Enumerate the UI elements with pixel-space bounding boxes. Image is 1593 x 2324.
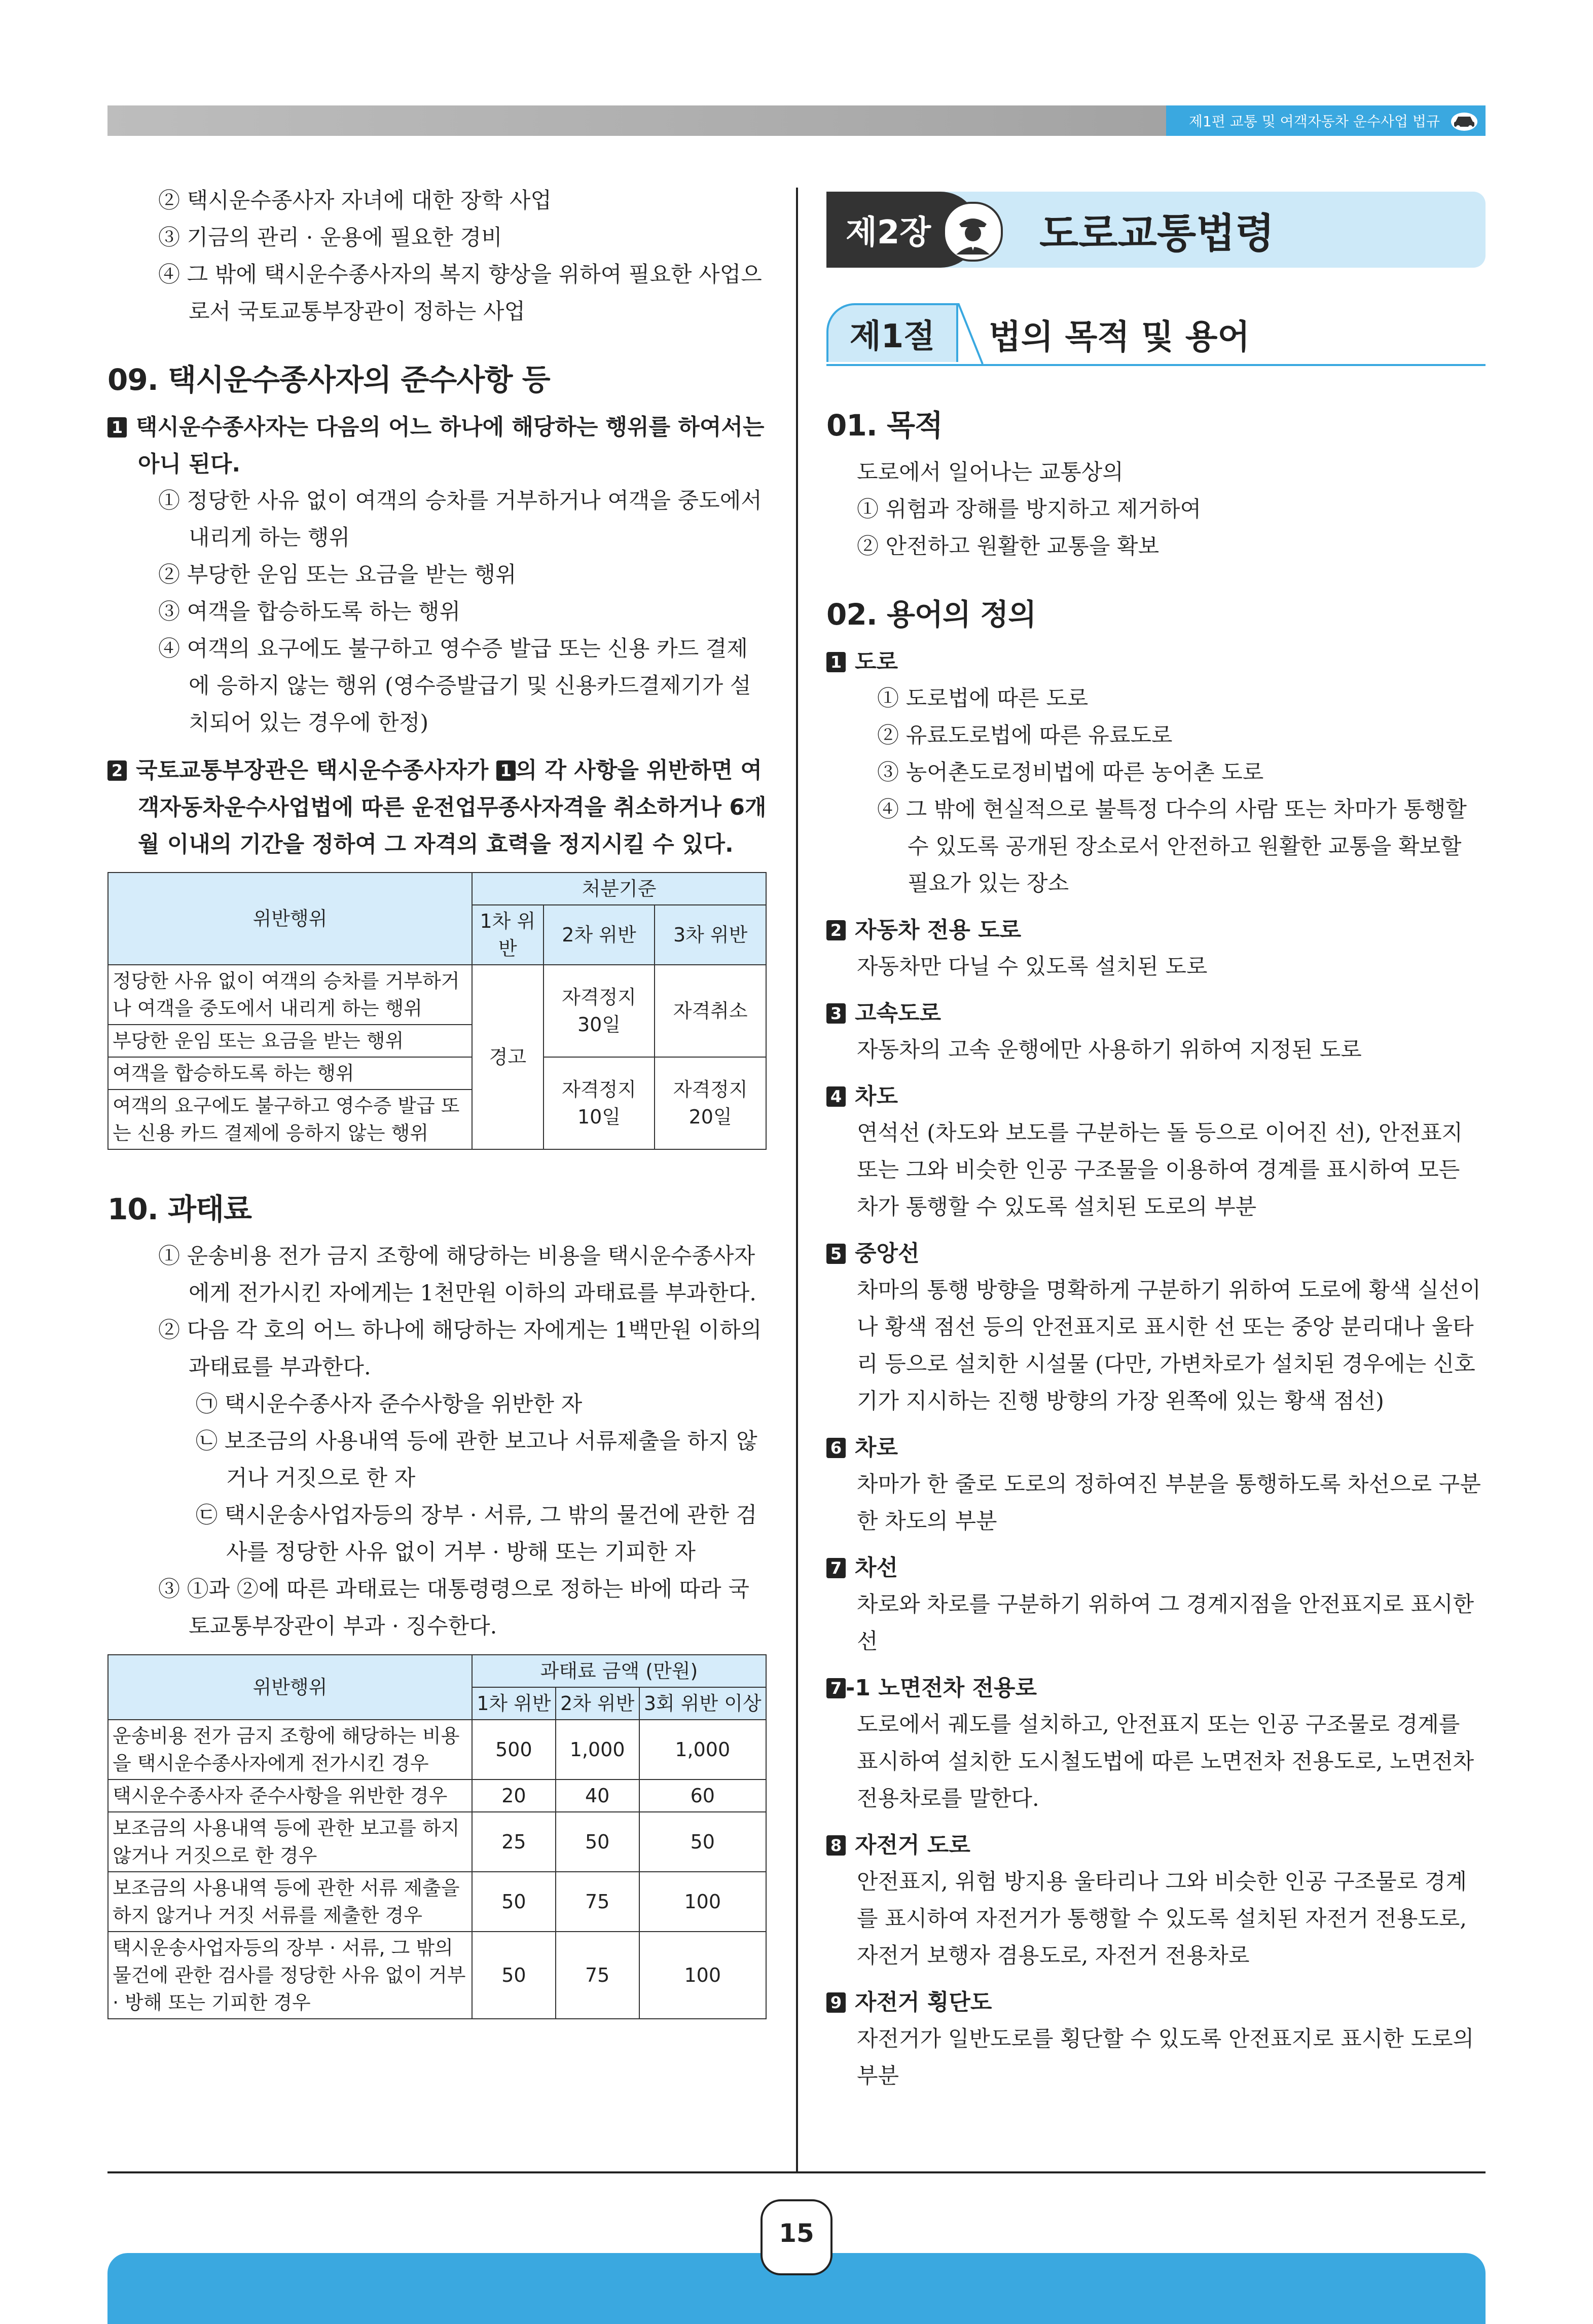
table-cell: 자격정지 10일	[544, 1057, 655, 1149]
table-header: 처분기준	[472, 873, 766, 905]
number-badge: 1	[107, 417, 127, 438]
term-heading	[826, 1235, 1486, 1272]
list-item: ㉠ 택시운수종사자 준수사항을 위반한 자	[196, 1392, 583, 1417]
number-badge: 6	[826, 1438, 846, 1458]
table-cell: 1,000	[639, 1720, 766, 1780]
term-label: 중앙선	[855, 1241, 920, 1266]
term-definition: 차마가 한 줄로 도로의 정하여진 부분을 통행하도록 차선으로 구분한 차도의 부분	[857, 1472, 1481, 1534]
table-header: 3차 위반	[655, 905, 766, 965]
number-badge: 7	[826, 1558, 846, 1578]
table-cell: 50	[556, 1812, 639, 1872]
paragraph-text: 택시운수종사자는 다음의 어느 하나에 해당하는 행위를 하여서는 아니 된다.	[136, 414, 765, 477]
list-item: ① 위험과 장해를 방지하고 제거하여	[857, 497, 1202, 522]
table-cell: 50	[472, 1932, 556, 2019]
term-heading	[826, 1078, 1486, 1115]
term-definition: 연석선 (차도와 보도를 구분하는 돌 등으로 이어진 선), 안전표지 또는 그와 비슷한 인공 구조물을 이용하여 경계를 표시하여 모든 차가 통행할 수 있도록 설치된 도로의 부분	[857, 1120, 1463, 1220]
term-label: 자동차 전용 도로	[855, 917, 1022, 943]
table-header: 2차 위반	[544, 905, 655, 965]
table-cell: 100	[639, 1932, 766, 2019]
table-cell: 20	[472, 1780, 556, 1812]
chapter-title: 도로교통법령	[1039, 209, 1275, 257]
term-definition: 자전거가 일반도로를 횡단할 수 있도록 안전표지로 표시한 도로의 부분	[857, 2026, 1474, 2089]
right-column	[826, 183, 1486, 2095]
section-tag: 제1절	[826, 303, 958, 362]
table-cell: 보조금의 사용내역 등에 관한 서류 제출을 하지 않거나 거짓 서류를 제출한 경우	[108, 1872, 472, 1932]
term-list	[826, 912, 1486, 2095]
table-cell: 1,000	[556, 1720, 639, 1780]
list-item: ① 운송비용 전가 금지 조항에 해당하는 비용을 택시운수종사자에게 전가시킨 자에게는 1천만원 이하의 과태료를 부과한다.	[158, 1244, 756, 1306]
table-cell: 정당한 사유 없이 여객의 승차를 거부하거나 여객을 중도에서 내리게 하는 행위	[108, 965, 472, 1025]
number-badge: 5	[826, 1244, 846, 1264]
section-heading: 09. 택시운수종사자의 준수사항 등	[107, 362, 550, 397]
term-heading	[826, 912, 1486, 949]
list-item: ② 안전하고 원활한 교통을 확보	[857, 534, 1160, 559]
list-item: ① 도로법에 따른 도로	[877, 686, 1089, 711]
table-cell: 경고	[472, 965, 544, 1149]
list-item: ㉢ 택시운송사업자등의 장부 · 서류, 그 밖의 물건에 관한 검사를 정당한 사유 없이 거부 · 방해 또는 기피한 자	[196, 1503, 757, 1565]
table-header: 위반행위	[108, 873, 472, 965]
list-item: ④ 여객의 요구에도 불구하고 영수증 발급 또는 신용 카드 결제에 응하지 않는 행위 (영수증발급기 및 신용카드결제기가 설치되어 있는 경우에 한정)	[158, 636, 751, 736]
section-slash	[957, 303, 988, 364]
term-definition: 자동차의 고속 운행에만 사용하기 위하여 지정된 도로	[857, 1037, 1362, 1063]
table-cell: 운송비용 전가 금지 조항에 해당하는 비용을 택시운수종사자에게 전가시킨 경우	[108, 1720, 472, 1780]
penalty-table	[107, 872, 767, 1150]
header-title	[1166, 105, 1486, 136]
table-cell: 부당한 운임 또는 요금을 받는 행위	[108, 1025, 472, 1057]
term-label: 도로	[855, 649, 898, 675]
table-header: 3회 위반 이상	[639, 1687, 766, 1720]
term-label: 자전거 횡단도	[855, 1989, 992, 2015]
term-heading	[826, 1429, 1486, 1466]
table-cell: 75	[556, 1932, 639, 2019]
table-cell: 여객의 요구에도 불구하고 영수증 발급 또는 신용 카드 결제에 응하지 않는 행위	[108, 1090, 472, 1149]
list-item: ③ ①과 ②에 따른 과태료는 대통령령으로 정하는 바에 따라 국토교통부장관이 부과 · 징수한다.	[158, 1577, 749, 1639]
number-badge: 7	[826, 1678, 846, 1698]
number-badge: 3	[826, 1003, 846, 1024]
table-header: 1차 위반	[472, 905, 544, 965]
chapter-banner	[826, 192, 1486, 268]
list-item: ③ 기금의 관리 · 운용에 필요한 경비	[158, 225, 502, 250]
term-heading	[826, 643, 1486, 680]
term-heading	[826, 1669, 1486, 1706]
paragraph-text: 의 각 사항을 위반하면 여객자동차운수사업법에 따른 운전업무종사자격을 취소하거나 6개월 이내의 기간을 정하여 그 자격의 효력을 정지시킬 수 있다.	[138, 757, 767, 857]
number-badge: 2	[107, 760, 127, 781]
table-cell: 자격정지 30일	[544, 965, 655, 1057]
table-header: 과태료 금액 (만원)	[472, 1655, 766, 1687]
table-header: 2차 위반	[556, 1687, 639, 1720]
section-title: 법의 목적 및 용어	[989, 317, 1250, 356]
list-item: ③ 농어촌도로정비법에 따른 농어촌 도로	[877, 760, 1264, 785]
paragraph-text: 국토교통부장관은 택시운수종사자가	[136, 757, 496, 783]
table-header: 위반행위	[108, 1655, 472, 1720]
bottom-rule	[107, 2171, 1486, 2173]
car-icon	[1450, 110, 1478, 132]
table-cell: 100	[639, 1872, 766, 1932]
term-label: 차로	[855, 1435, 898, 1461]
table-cell: 50	[472, 1872, 556, 1932]
table-cell: 자격정지 20일	[655, 1057, 766, 1149]
number-badge: 8	[826, 1835, 846, 1856]
term-definition: 차로와 차로를 구분하기 위하여 그 경계지점을 안전표지로 표시한 선	[857, 1592, 1474, 1654]
page-number: 15	[761, 2199, 832, 2275]
table-header: 1차 위반	[472, 1687, 556, 1720]
list-item: ㉡ 보조금의 사용내역 등에 관한 보고나 서류제출을 하지 않거나 거짓으로 한 자	[196, 1429, 757, 1491]
numbered-paragraph	[107, 752, 767, 863]
table-cell: 택시운수종사자 준수사항을 위반한 경우	[108, 1780, 472, 1812]
term-heading	[826, 1549, 1486, 1586]
number-badge: 2	[826, 920, 846, 940]
list-item: ① 정당한 사유 없이 여객의 승차를 거부하거나 여객을 중도에서 내리게 하는 행위	[158, 488, 762, 551]
term-label: 차도	[855, 1083, 898, 1109]
list-item: ④ 그 밖에 현실적으로 불특정 다수의 사람 또는 차마가 통행할 수 있도록 공개된 장소로서 안전하고 원활한 교통을 확보할 필요가 있는 장소	[877, 797, 1467, 896]
term-heading	[826, 1984, 1486, 2021]
header-title-text: 제1편 교통 및 여객자동차 운수사업 법규	[1188, 113, 1440, 130]
table-cell: 25	[472, 1812, 556, 1872]
term-heading	[826, 995, 1486, 1032]
table-cell: 여객을 합승하도록 하는 행위	[108, 1057, 472, 1090]
term-heading	[826, 1827, 1486, 1864]
list-item: ② 유료도로법에 따른 유료도로	[877, 723, 1173, 748]
table-cell: 40	[556, 1780, 639, 1812]
term-label: 자전거 도로	[855, 1832, 970, 1858]
driver-icon	[943, 202, 1003, 262]
list-item: ② 부당한 운임 또는 요금을 받는 행위	[158, 562, 517, 588]
table-cell: 택시운송사업자등의 장부 · 서류, 그 밖의 물건에 관한 검사를 정당한 사유 없이 거부 · 방해 또는 기피한 경우	[108, 1932, 472, 2019]
term-label: 고속도로	[855, 1000, 942, 1026]
term-definition: 도로에서 궤도를 설치하고, 안전표지 또는 인공 구조물로 경계를 표시하여 설치한 도시철도법에 따른 노면전차 전용도로, 노면전차 전용차로를 말한다.	[857, 1712, 1474, 1811]
table-cell: 50	[639, 1812, 766, 1872]
list-item: ④ 그 밖에 택시운수종사자의 복지 향상을 위하여 필요한 사업으로서 국토교통부장관이 정하는 사업	[158, 262, 762, 324]
section-heading: 01. 목적	[826, 408, 943, 443]
column-divider	[796, 188, 798, 2172]
table-cell: 보조금의 사용내역 등에 관한 보고를 하지 않거나 거짓으로 한 경우	[108, 1812, 472, 1872]
term-label: 차선	[855, 1555, 898, 1581]
table-cell: 500	[472, 1720, 556, 1780]
table-row	[108, 1812, 766, 1872]
number-badge: 1	[826, 652, 846, 672]
table-cell: 자격취소	[655, 965, 766, 1057]
term-definition: 자동차만 다닐 수 있도록 설치된 도로	[857, 954, 1208, 979]
list-item: ② 택시운수종사자 자녀에 대한 장학 사업	[158, 188, 552, 213]
numbered-paragraph	[107, 409, 767, 483]
table-cell: 60	[639, 1780, 766, 1812]
list-item: ② 다음 각 호의 어느 하나에 해당하는 자에게는 1백만원 이하의 과태료를 부과한다.	[158, 1318, 762, 1380]
term-label: -1 노면전차 전용로	[846, 1675, 1037, 1701]
term-definition: 차마의 통행 방향을 명확하게 구분하기 위하여 도로에 황색 실선이나 황색 점선 등의 안전표지로 표시한 선 또는 중앙 분리대나 울타리 등으로 설치한 시설물 (다만, 가변차로가 설치된 경우에는 신호기가 지시하는 진행 방향의 가장 왼쪽에 있는 황색 점선)	[857, 1278, 1481, 1414]
number-badge: 1	[496, 760, 516, 781]
table-row	[108, 1780, 766, 1812]
fine-table	[107, 1654, 767, 2019]
table-row	[108, 1872, 766, 1932]
table-cell: 75	[556, 1872, 639, 1932]
section-banner	[826, 303, 1486, 366]
section-heading: 10. 과태료	[107, 1192, 252, 1226]
paragraph-text: 도로에서 일어나는 교통상의	[857, 460, 1124, 485]
chapter-tag: 제2장	[826, 192, 979, 268]
list-item: ③ 여객을 합승하도록 하는 행위	[158, 599, 461, 625]
left-column	[107, 183, 767, 2019]
table-row	[108, 1932, 766, 2019]
section-heading: 02. 용어의 정의	[826, 597, 1036, 632]
term-definition: 안전표지, 위험 방지용 울타리나 그와 비슷한 인공 구조물로 경계를 표시하여 자전거가 통행할 수 있도록 설치된 자전거 전용도로, 자전거 보행자 겸용도로, 자전거 전용차로	[857, 1869, 1467, 1969]
number-badge: 9	[826, 1992, 846, 2013]
table-row	[108, 1720, 766, 1780]
number-badge: 4	[826, 1086, 846, 1107]
